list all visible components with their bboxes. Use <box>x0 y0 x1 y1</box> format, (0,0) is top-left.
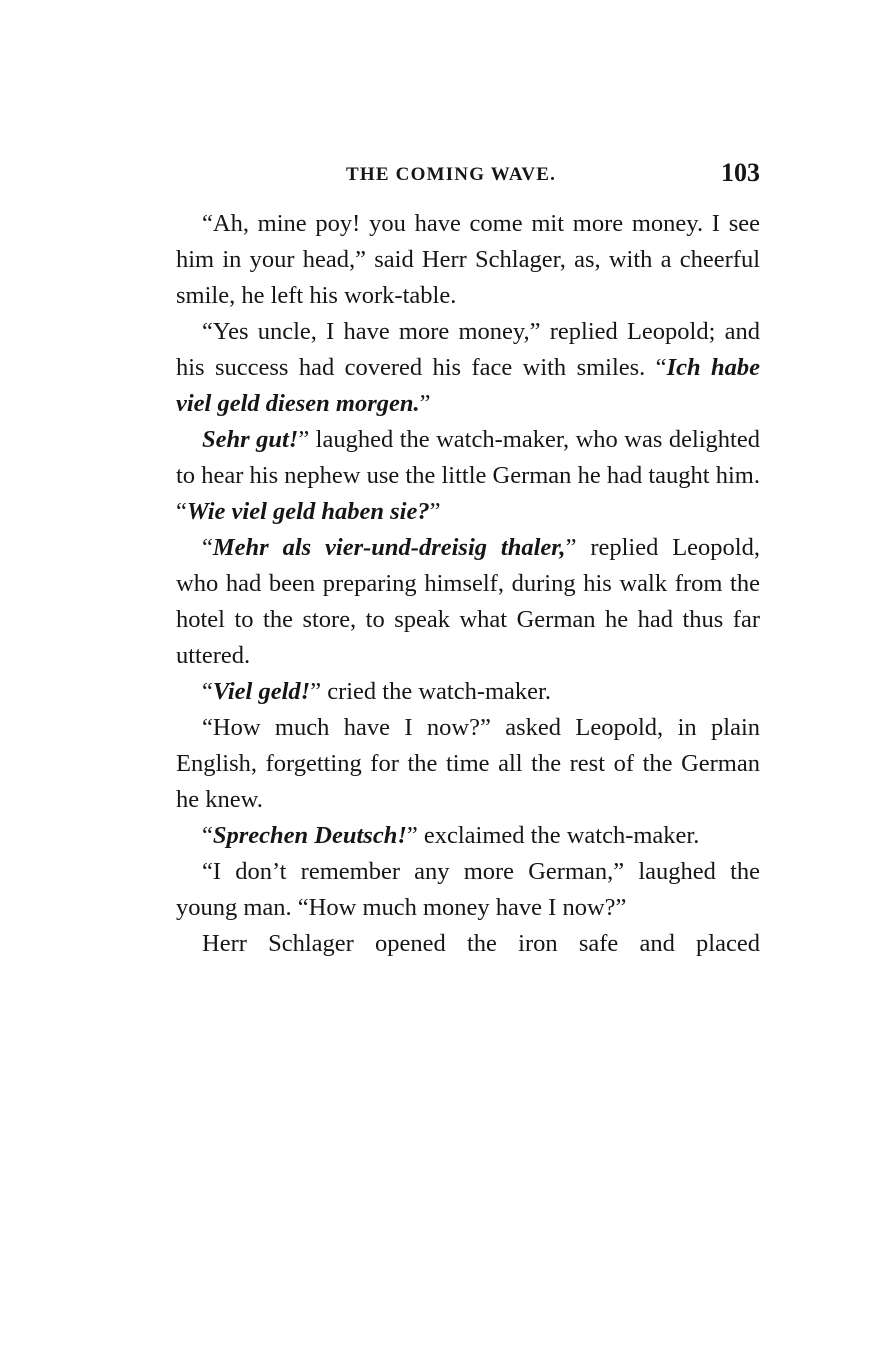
text-run: ” <box>419 390 431 417</box>
german-phrase: Wie viel geld haben sie? <box>186 498 430 525</box>
text-run: Herr Schlager opened the iron safe and placed <box>202 930 760 957</box>
text-run: “I don’t remember any more German,” laughed the young man. “How much money have I now?” <box>176 858 760 921</box>
page-number: 103 <box>721 158 760 187</box>
running-title: THE COMING WAVE. <box>346 164 557 185</box>
text-run: ” replied Leopold, who had been preparing himself, during his walk from the hotel to the store, to speak what German he had thus far uttered. <box>176 534 760 669</box>
paragraph-7 <box>176 818 760 854</box>
text-run: “ <box>202 822 213 849</box>
text-run: ” cried the watch-maker. <box>310 678 551 705</box>
paragraph-4 <box>176 530 760 674</box>
paragraph-8 <box>176 854 760 926</box>
text-run: ” laughed the watch-maker, who was delighted to hear his nephew use the little German he had taught him. “ <box>176 426 760 525</box>
german-phrase: Sehr gut! <box>202 426 299 453</box>
paragraph-9 <box>176 926 760 962</box>
text-run: ” exclaimed the watch-maker. <box>406 822 700 849</box>
paragraph-1 <box>176 206 760 314</box>
german-phrase: Mehr als vier-und-dreisig thaler, <box>212 534 566 561</box>
german-phrase: Sprechen Deutsch! <box>212 822 407 849</box>
text-run: “Yes uncle, I have more money,” replied Leopold; and his success had covered his face with smiles. “ <box>176 318 760 381</box>
text-run: “ <box>202 534 213 561</box>
text-run: “Ah, mine poy! you have come mit more money. I see him in your head,” said Herr Schlager, as, with a cheerful smile, he left his work-table. <box>176 210 760 309</box>
running-header <box>176 158 760 192</box>
paragraph-3 <box>176 422 760 530</box>
paragraph-6 <box>176 710 760 818</box>
paragraph-2 <box>176 314 760 422</box>
text-run: “How much have I now?” asked Leopold, in plain English, forgetting for the time all the rest of the German he knew. <box>176 714 760 813</box>
body-text <box>176 206 760 962</box>
german-phrase: Ich habe viel geld diesen morgen. <box>176 354 760 417</box>
paragraph-5 <box>176 674 760 710</box>
text-run: ” <box>429 498 441 525</box>
german-phrase: Viel geld! <box>212 678 311 705</box>
text-run: “ <box>202 678 213 705</box>
